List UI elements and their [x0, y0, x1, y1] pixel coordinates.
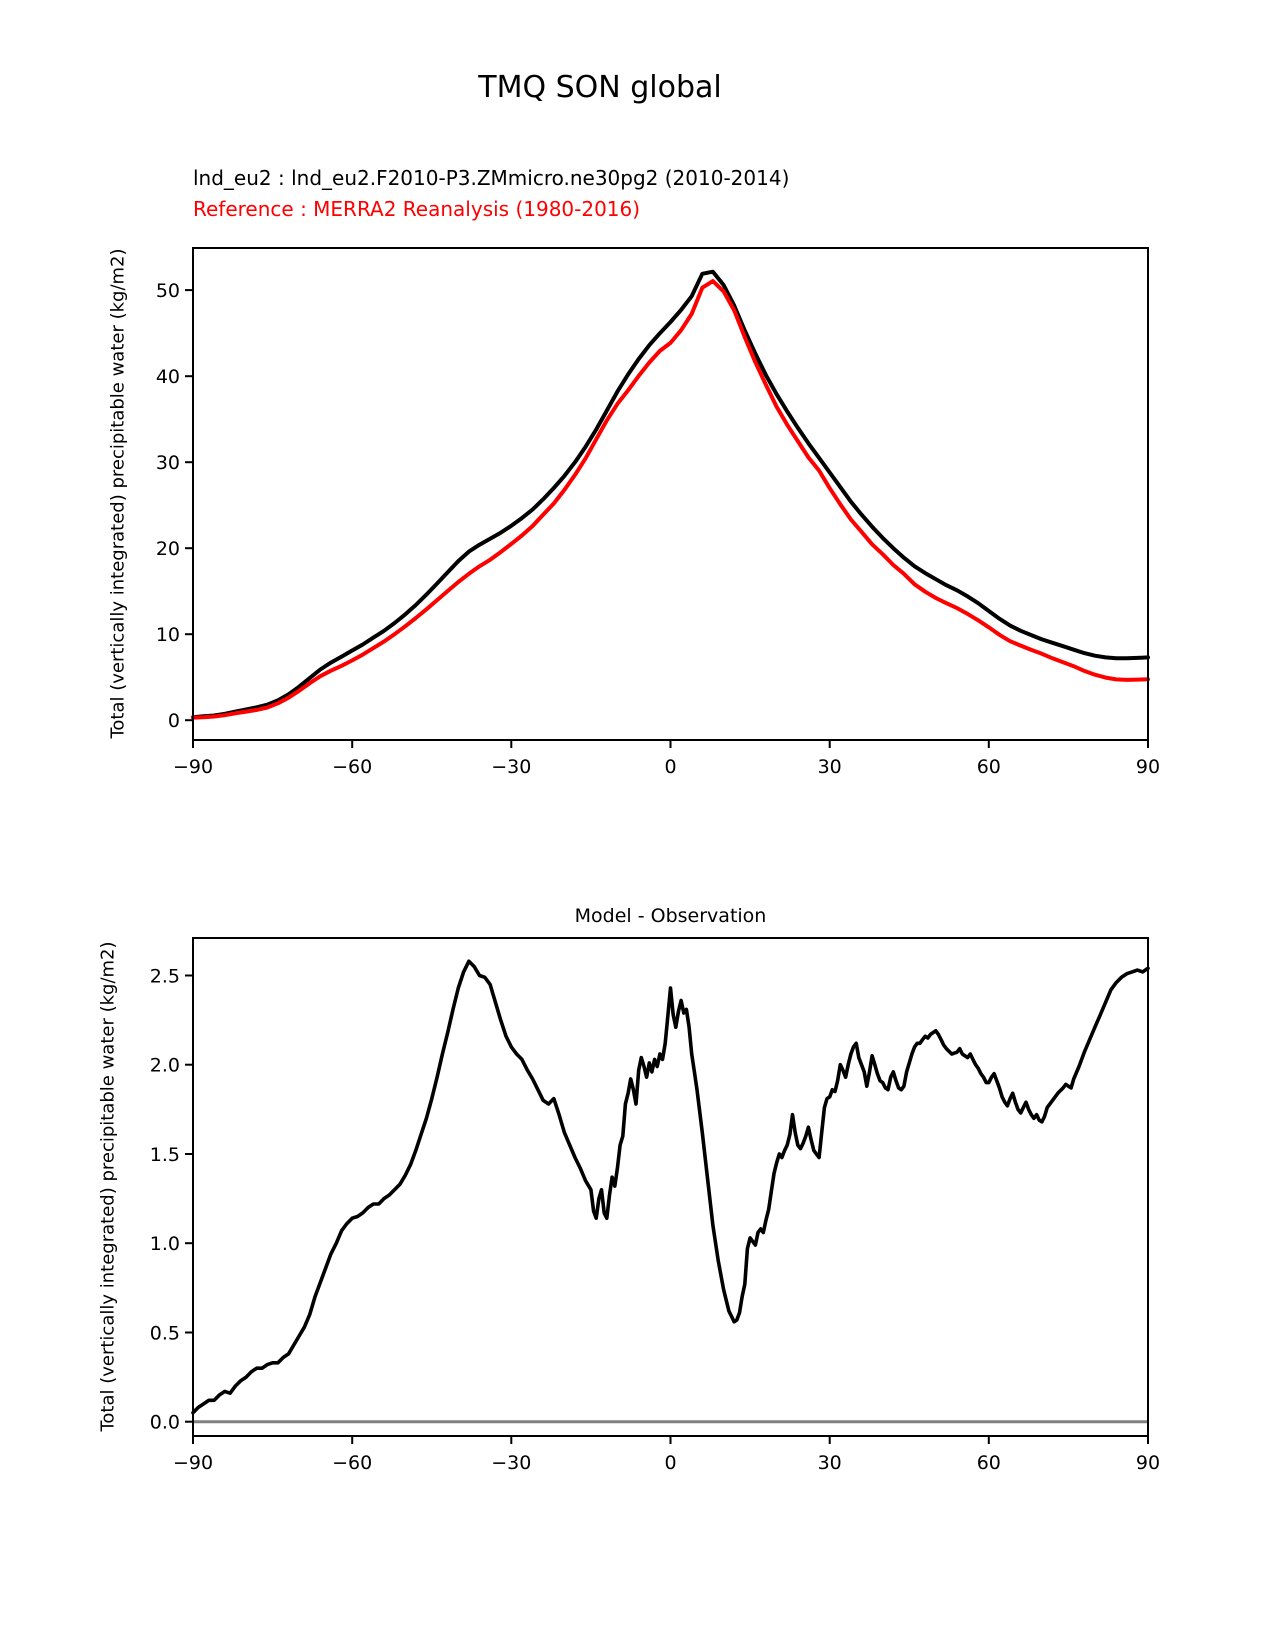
x-tick-label: −30	[491, 756, 532, 778]
reference-curve	[193, 281, 1148, 717]
y-tick-label: 10	[155, 624, 180, 647]
legend-reference-line: Reference : MERRA2 Reanalysis (1980-2016)	[193, 197, 641, 221]
x-tick-label: 90	[1135, 1452, 1161, 1474]
top-y-axis-label: Total (vertically integrated) precipitable water (kg/m2)	[107, 248, 129, 739]
x-tick-label: −30	[491, 1452, 532, 1474]
figure-title: TMQ SON global	[478, 70, 722, 105]
y-tick-label: 1.0	[149, 1233, 180, 1256]
x-tick-label: 60	[976, 1452, 1001, 1474]
x-tick-label: −90	[172, 1452, 214, 1474]
y-tick-label: 40	[155, 366, 180, 389]
y-tick-label: 0	[167, 710, 180, 733]
x-tick-label: −90	[172, 756, 214, 778]
x-tick-label: 90	[1135, 756, 1161, 778]
y-tick-label: 1.5	[149, 1144, 180, 1166]
x-tick-label: 0	[664, 756, 677, 778]
panel-comparison	[156, 248, 1160, 778]
y-tick-label: 0.0	[149, 1411, 180, 1434]
difference-curve	[193, 961, 1148, 1413]
axes-frame	[193, 938, 1148, 1436]
y-tick-label: 2.0	[149, 1054, 180, 1077]
x-tick-label: −60	[332, 1452, 373, 1474]
x-tick-label: 0	[664, 1452, 677, 1474]
y-tick-label: 0.5	[149, 1322, 180, 1345]
x-tick-label: 30	[817, 756, 842, 778]
model-curve	[193, 272, 1148, 718]
x-tick-label: −60	[332, 756, 373, 778]
x-tick-label: 30	[817, 1452, 842, 1474]
y-tick-label: 20	[155, 538, 180, 561]
difference-panel-title: Model - Observation	[574, 905, 767, 927]
y-tick-label: 50	[155, 280, 180, 303]
legend-model-line: lnd_eu2 : lnd_eu2.F2010-P3.ZMmicro.ne30pg2 (2010-2014)	[193, 166, 790, 190]
x-tick-label: 60	[976, 756, 1001, 778]
bottom-y-axis-label: Total (vertically integrated) precipitable water (kg/m2)	[97, 941, 119, 1432]
y-tick-label: 2.5	[149, 965, 180, 988]
panel-difference	[150, 938, 1160, 1474]
y-tick-label: 30	[155, 452, 180, 475]
